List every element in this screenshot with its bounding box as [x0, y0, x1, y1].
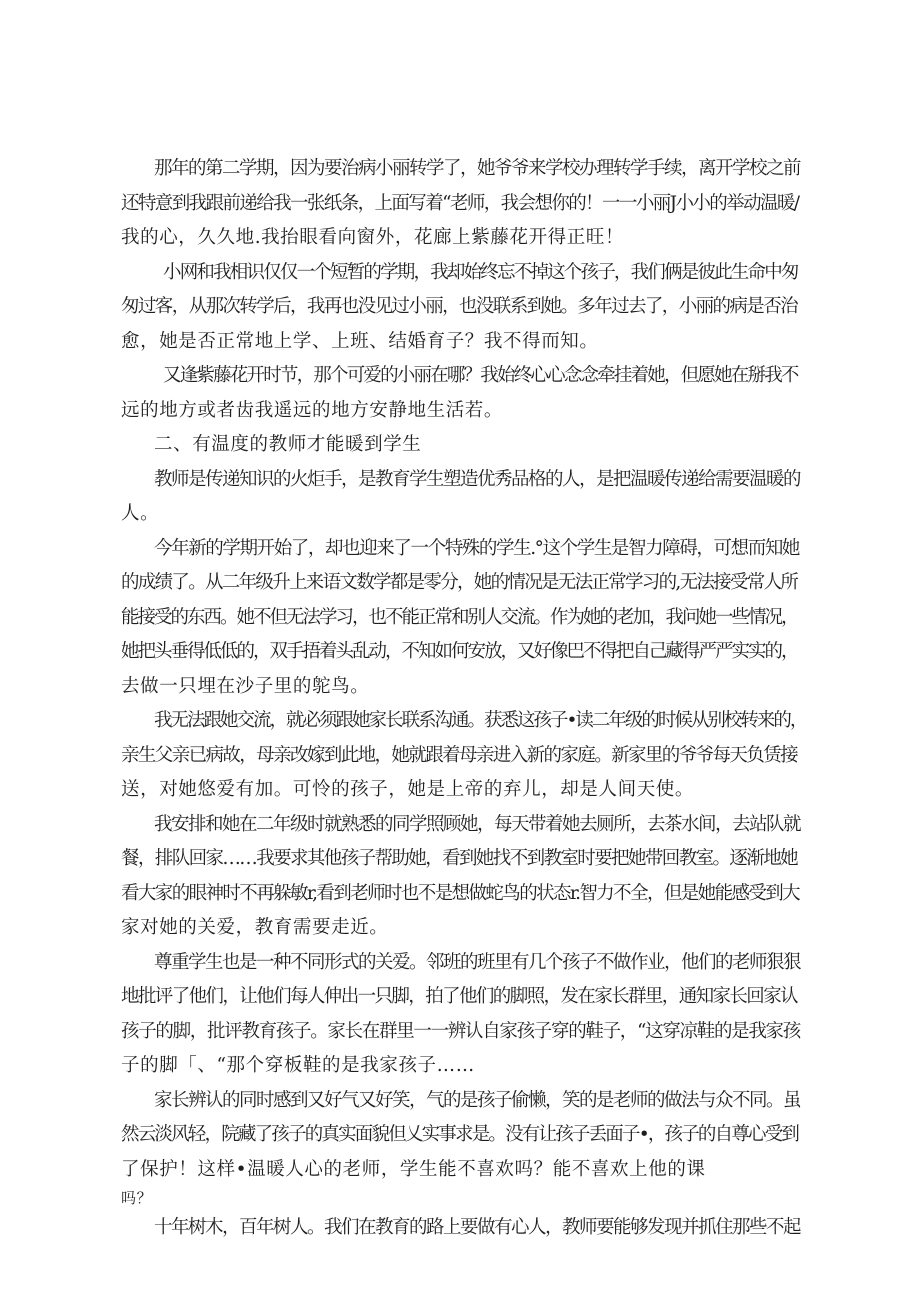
text-line: 我无法跟她交流，就必须跟她家长联系沟通。获悉这孩子•读二年级的时候从别校转来的， [154, 710, 807, 731]
text-line: 家长辨认的同时感到又好气又好笑，气的是孩子偷懒，笑的是老师的做法与众不同。虽 [154, 1090, 801, 1111]
text-line: 今年新的学期开始了，却也迎来了一个特殊的学生.°这个学生是智力障碍，可想而知她 [154, 538, 800, 559]
text-line: 人。 [121, 503, 160, 524]
text-line: 教师是传递知识的火炬手，是教育学生塑造优秀品格的人，是把温暖传递给需要温暖的 [154, 469, 801, 490]
text-line: 子的脚「、“那个穿板鞋的是我家孩子…… [121, 1055, 475, 1076]
text-line: 那年的第二学期，因为要治病小丽转学了，她爷爷来学校办理转学手续，离开学校之前 [154, 158, 801, 179]
text-line: 吗？ [121, 1189, 153, 1207]
text-line: 我的心，久久地.我抬眼看向窗外，花廊上紫藤花开得正旺！ [121, 227, 625, 248]
text-line: 尊重学生也是一种不同形式的关爱。邻班的班里有几个孩子不做作业，他们的老师狠狠 [154, 952, 801, 973]
text-line: 的成绩了。从二年级升上来语文数学都是零分，她的情况是无法正常学习的,无法接受常人所 [121, 572, 798, 593]
text-line: 我安排和她在二年级时就熟悉的同学照顾她，每天带着她去厕所，去茶水间，去站队就 [154, 814, 801, 835]
text-line: 然云淡风轻，院藏了孩子的真实面貌但乂实事求是。没有让孩子丢面子•，孩子的自尊心受到 [121, 1124, 799, 1145]
text-line: 能接受的东西。她不但无法学习，也不能正常和别人交流。作为她的老加，我问她一些情况， [121, 607, 798, 628]
text-line: 孩子的脚，批评教育孩子。家长在群里一一辨认自家孩子穿的鞋子，“这穿凉鞋的是我家孩 [121, 1021, 800, 1042]
text-line: 亲生父亲已病故，母亲改嫁到此地，她就跟着母亲进入新的家庭。新家里的爷爷每天负赁接 [121, 745, 798, 766]
text-line: 看大家的眼神时不再躲敏r,看到老师时也不是想做蛇鸟的状态r.智力不全，但是她能感受到大 [121, 883, 800, 904]
text-line: 还特意到我跟前递给我一张纸条，上面写着“老师，我会想你的！一一小丽J小小的举动温暖/ [121, 193, 799, 214]
section-heading: 二、有温度的教师才能暖到学生 [154, 434, 422, 455]
text-line: 十年树木，百年树人。我们在教育的路上要做有心人，教师要能够发现并抓住那些不起 [154, 1217, 801, 1238]
text-line: 她把头垂得低低的，双手捂着头乱动，不知如何安放，又好像巴不得把自己藏得严严实实的， [121, 641, 798, 662]
text-line: 家对她的关爱，教育需要走近。 [121, 917, 389, 938]
text-line: 匆过客，从那次转学后，我再也没见过小丽，也没联系到她。多年过去了，小丽的病是否治 [121, 296, 798, 317]
text-line: 去做一只埋在沙子里的鸵鸟。 [121, 676, 370, 697]
text-line: 远的地方或者齿我遥远的地方安静地生活若。 [121, 400, 504, 421]
text-line: 又逢紫藤花开时节，那个可爱的小丽在哪？我始终心心念念牵挂着她，但愿她在掰我不 [163, 365, 798, 386]
text-line: 小网和我相识仅仅一个短暂的学期，我却始终忘不掉这个孩子，我们俩是彼此生命中匆 [163, 262, 798, 283]
text-line: 送，对她悠爱有加。可怜的孩子，她是上帝的弃儿，却是人间天使。 [121, 779, 695, 800]
text-line: 愈，她是否正常地上学、上班、结婚育子？我不得而知。 [121, 331, 599, 352]
text-line: 了保护！这样•温暖人心的老师，学生能不喜欢吗？能不喜欢上他的课 [121, 1159, 706, 1180]
text-line: 地批评了他们，让他们每人伸出一只脚，拍了他们的脚照，发在家长群里，通知家长回家认 [121, 986, 798, 1007]
text-line: 餐，排队回家……我要求其他孩子帮助她，看到她找不到教室时要把她带回教室。逐渐地她 [121, 848, 798, 869]
